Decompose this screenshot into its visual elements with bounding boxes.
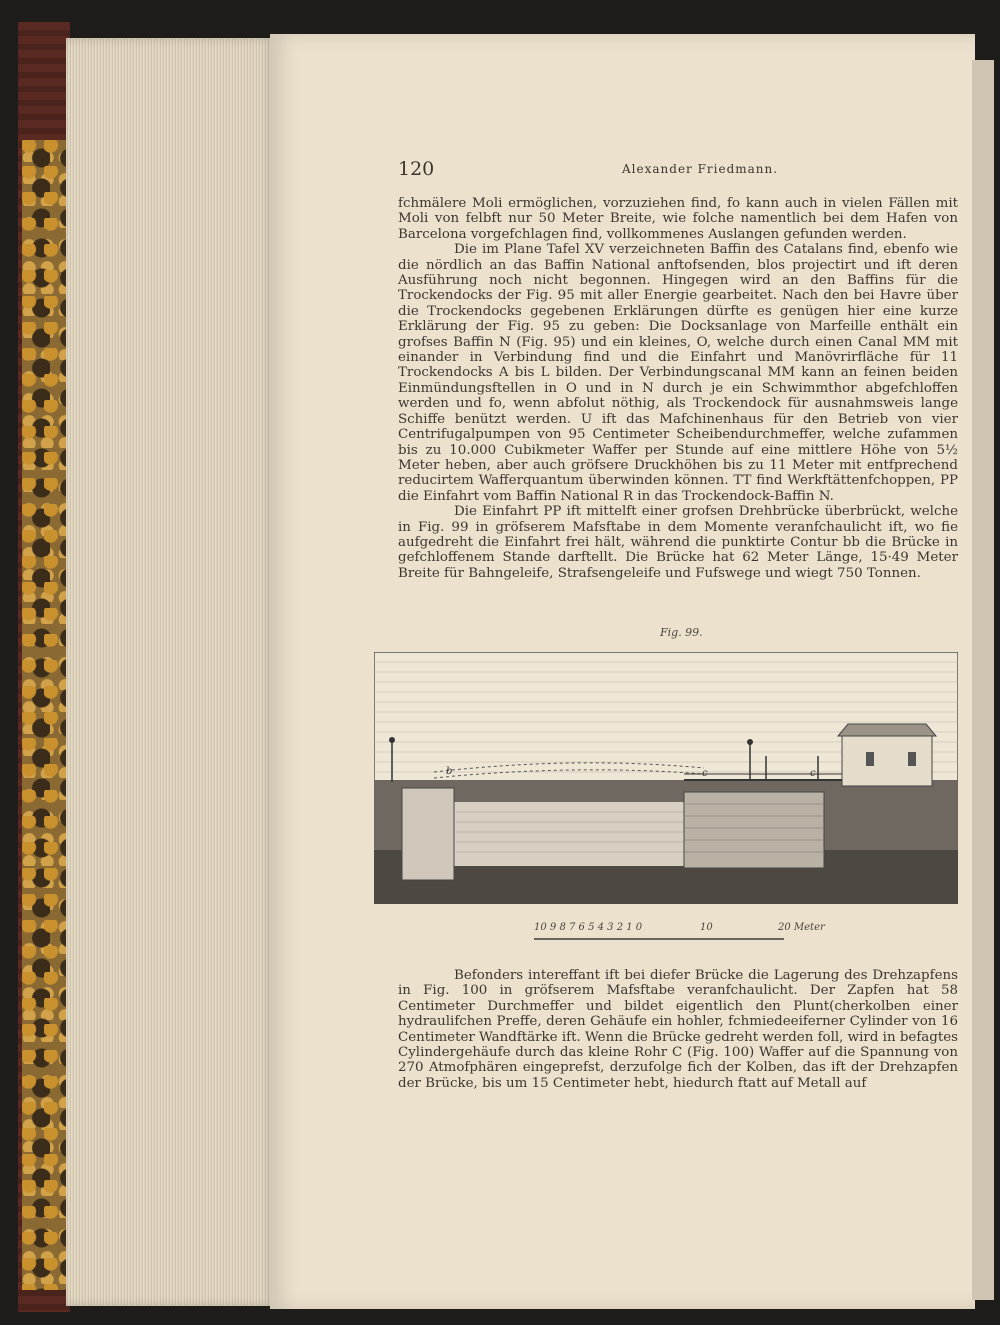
paragraph: Die im Plane Tafel XV verzeichneten Baffin des Catalans find, ebenfo wie die nördlich an das Baffin National anftofsenden, blos projectirt und ift deren Ausführung noch nicht begonnen. Hingegen wird an den Baffins für die Trockendocks der Fig. 95 mit aller Energie gearbeitet. Nach den bei Havre über die Trockendocks gegebenen Erklärungen dürfte es genügen hier eine kurze Erklärung der Fig. 95 zu geben: Die Docksanlage von Marfeille enthält ein grofses Baffin N (Fig. 95) und ein kleines, O, welche durch einen Canal MM mit einander in Verbindung find und die Einfahrt und Manövrirfläche für 11 Trockendocks A bis L bilden. Der Verbindungscanal MM kann an feinen beiden Einmündungsftellen in O und in N durch je ein Schwimmthor abgefchloffen werden und fo, wenn abfolut nöthig, als Trockendock für ausnahmsweis lange Schiffe benützt werden. U ift das Mafchinenhaus für den Betrieb von vier Centrifugalpumpen von 95 Centimeter Scheibendurchmeffer, welche zufammen bis zu 10.000 Cubikmeter Waffer per Stunde auf eine mittlere Höhe von 5½ Meter heben, aber auch gröfsere Druckhöhen bis zu 11 Meter mit entfprechend reducirtem Wafferquantum überwinden können. TT find Werkftättenfchoppen, PP die Einfahrt vom Baffin National R in das Trockendock-Baffin N. xyxy=(398,242,958,504)
marbled-edge xyxy=(22,140,66,1290)
scale-end-label: 20 Meter xyxy=(778,922,825,933)
page-number: 120 xyxy=(398,158,435,180)
scale-mid-label: 10 xyxy=(700,922,713,933)
page-header xyxy=(398,158,958,180)
figure-label-b: b xyxy=(446,766,453,777)
paragraph: Befonders intereffant ift bei diefer Brücke die Lagerung des Drehzapfens in Fig. 100 in gröfserem Mafsftabe veranfchaulicht. Der Zapfen hat 58 Centimeter Durchmeffer und bildet eigentlich den Plunt(cherkolben einer hydraulifchen Preffe, deren Gehäufe ein hohler, fchmiedeeiferner Cylinder von 16 Centimeter Wandftärke ift. Wenn die Brücke gedreht werden foll, wird in befagtes Cylindergehäufe durch das kleine Rohr C (Fig. 100) Waffer auf die Spannung von 270 Atmofphären eingeprefst, derzufolge fich der Kolben, das ift der Drehzapfen der Brücke, bis um 15 Centimeter hebt, hiedurch ftatt auf Metall auf xyxy=(398,968,959,1091)
scale-bar xyxy=(534,922,834,948)
paragraph: Die Einfahrt PP ift mittelft einer grofsen Drehbrücke überbrückt, welche in Fig. 99 in gröfserem Mafsftabe in dem Momente veranfchaulicht ift, wo fie aufgedreht die Einfahrt frei hält, während die punktirte Contur bb die Brücke in gefchloffenem Stande darftellt. Die Brücke hat 62 Meter Länge, 15·49 Meter Breite für Bahngeleife, Strafsengeleife und Fufswege und wiegt 750 Tonnen. xyxy=(398,504,958,581)
facing-page-edge xyxy=(972,60,994,1300)
body-text-bottom xyxy=(398,968,958,1091)
figure-label-c: c xyxy=(810,768,816,779)
scale-line xyxy=(534,938,784,940)
bridge-engraving xyxy=(374,652,958,904)
figure-caption: Fig. 99. xyxy=(660,626,703,639)
paragraph: fchmälere Moli ermöglichen, vorzuziehen find, fo kann auch in vielen Fällen mit Moli von felbft nur 50 Meter Breite, wie folche namentlich bei dem Hafen von Barcelona vorgefchlagen find, vollkommenes Auslangen gefunden werden. xyxy=(398,196,958,242)
scale-ticks: 10 9 8 7 6 5 4 3 2 1 0 xyxy=(534,922,643,933)
figure-label-c: c xyxy=(702,768,708,779)
body-text-top xyxy=(398,196,958,581)
running-head: Alexander Friedmann. xyxy=(622,162,779,176)
page-edges xyxy=(66,38,276,1306)
